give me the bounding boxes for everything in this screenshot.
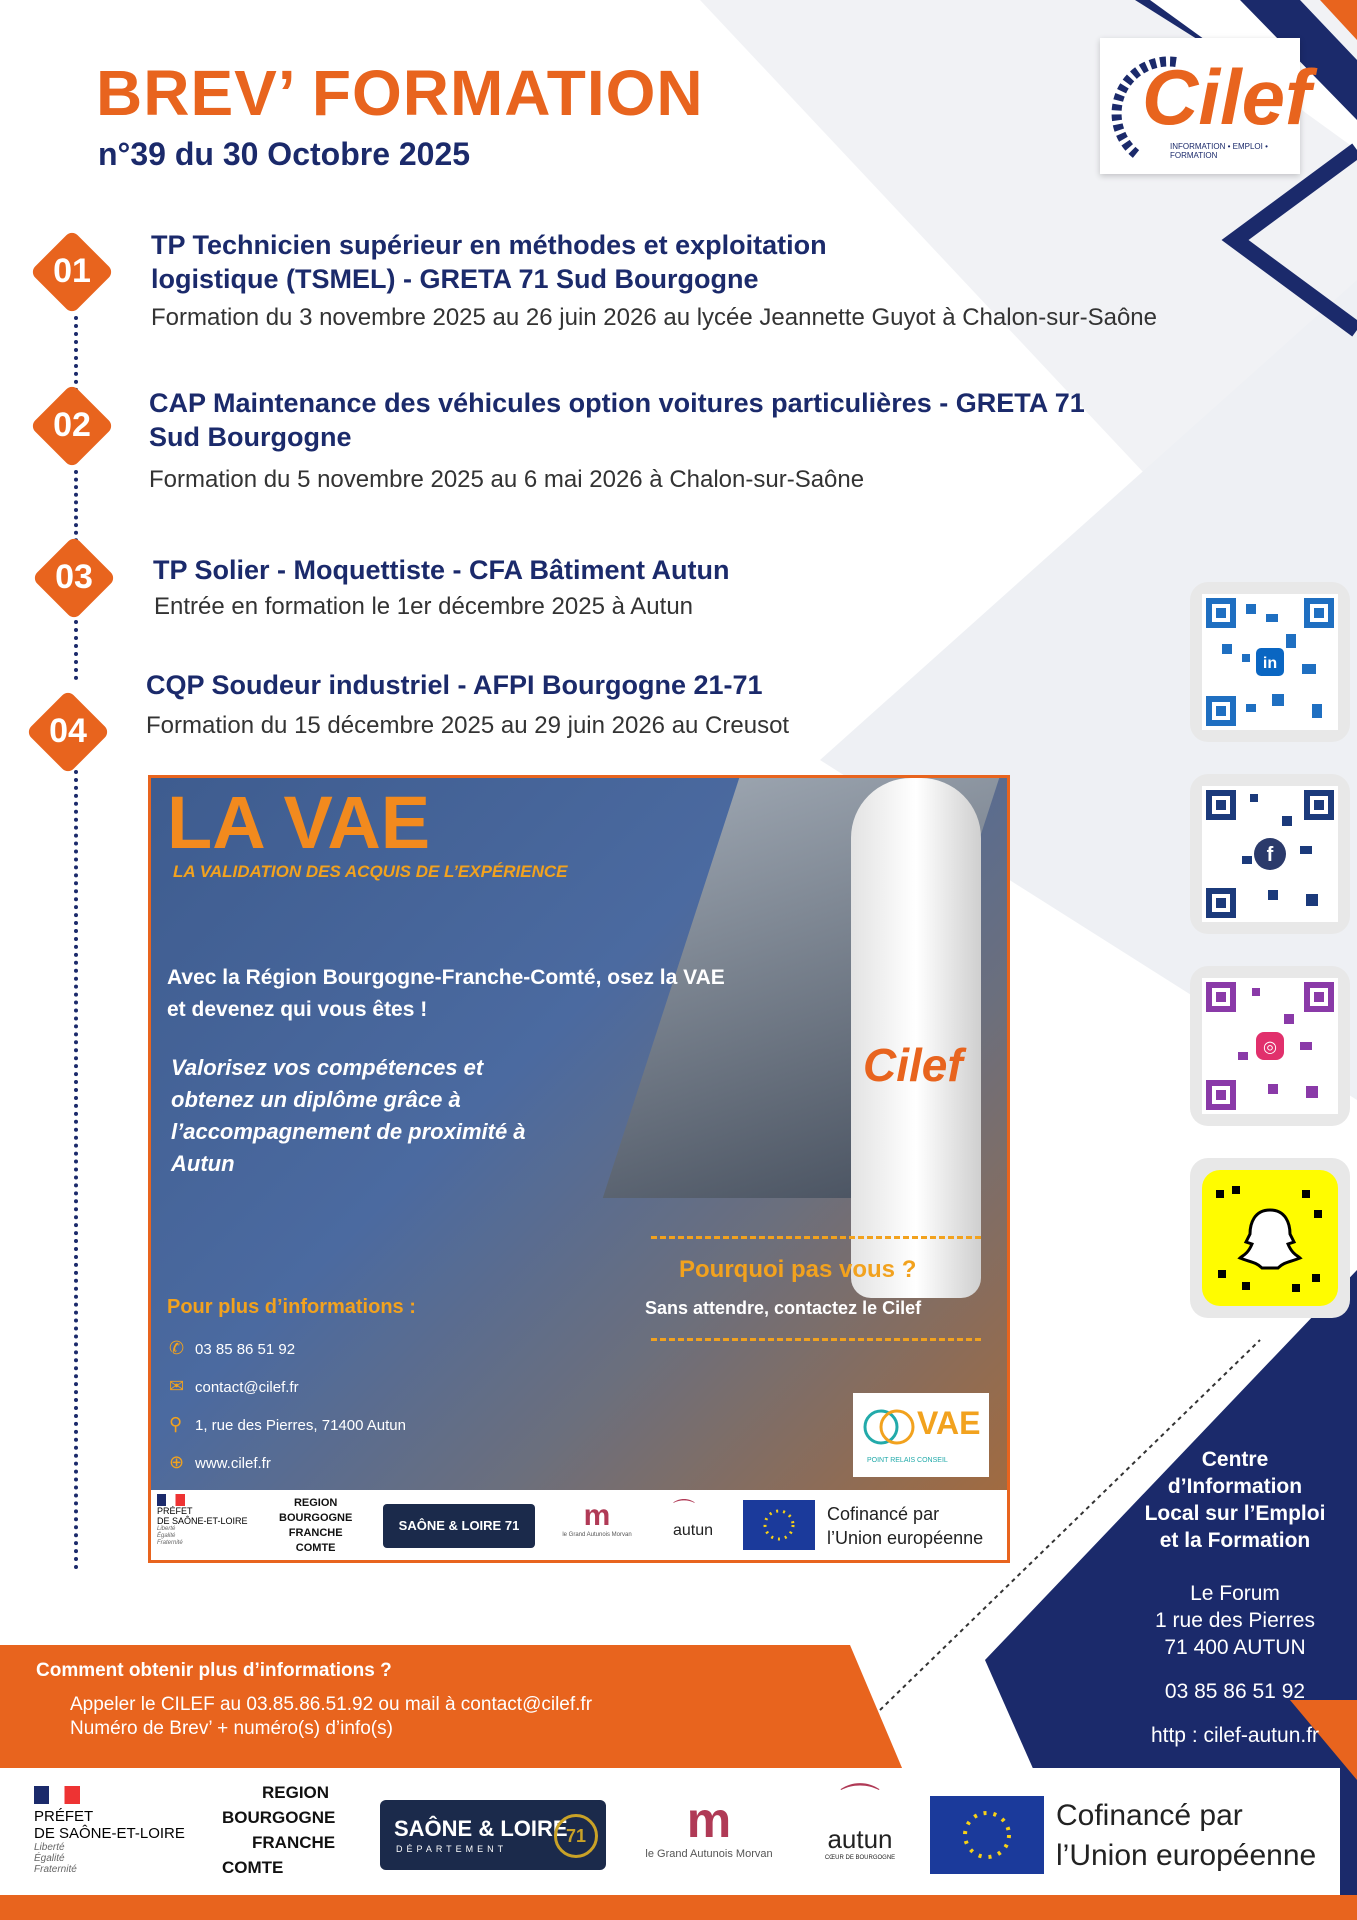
qr-facebook[interactable]: [1190, 774, 1350, 934]
vae-cta: Sans attendre, contactez le Cilef: [645, 1298, 922, 1318]
footer-strip: [0, 1895, 1357, 1920]
item-title: TP Solier - Moquettiste - CFA Bâtiment Autun: [153, 555, 730, 585]
item-badge-03: 03: [32, 536, 116, 620]
vae-intro: Avec la Région Bourgogne-Franche-Comté, osez la VAE et devenez qui vous êtes !: [167, 966, 725, 1021]
eu-flag-logo: [930, 1796, 1044, 1879]
sidebar-phone[interactable]: 03 85 86 51 92: [1164, 1680, 1306, 1703]
qr-instagram[interactable]: [1190, 966, 1350, 1126]
eu-flag-icon: [930, 1796, 1044, 1874]
vae-eu-logo: [743, 1500, 815, 1555]
qr-linkedin[interactable]: [1190, 582, 1350, 742]
globe-icon: ⊕: [169, 1452, 185, 1472]
saone-loire-logo: SAÔNE & LOIRE DÉPARTEMENT 71: [380, 1800, 606, 1870]
vae-more-info: Pour plus d’informations :: [167, 1296, 416, 1318]
sidebar-address: Le Forum 1 rue des Pierres 71 400 AUTUN: [1155, 1582, 1315, 1659]
item-title: CQP Soudeur industriel - AFPI Bourgogne 21-71: [146, 670, 763, 700]
qr-code-icon: [1202, 978, 1338, 1114]
item-desc: Formation du 3 novembre 2025 au 26 juin 2026 au lycée Jeannette Guyot à Chalon-sur-Saône: [151, 304, 1157, 331]
vae-divider: [651, 1236, 981, 1239]
qr-code-icon: [1202, 594, 1338, 730]
item-desc: Formation du 5 novembre 2025 au 6 mai 2026 à Chalon-sur-Saône: [149, 466, 865, 493]
more-info-line: Appeler le CILEF au 03.85.86.51.92 ou mail à contact@cilef.fr: [70, 1694, 593, 1715]
vae-grand-autunois-logo: m le Grand Autunois Morvan: [562, 1499, 632, 1538]
prefet-logo: PRÉFET DE SAÔNE-ET-LOIRE Liberté Égalité Fraternité: [34, 1786, 185, 1875]
location-icon: ⚲: [169, 1414, 183, 1434]
qr-snapchat[interactable]: [1190, 1158, 1350, 1318]
vae-partner-strip: [151, 1490, 1007, 1562]
eu-flag-icon: [743, 1500, 815, 1550]
item-badge-02: 02: [30, 384, 114, 468]
vae-badge: VAE POINT RELAIS CONSEIL: [853, 1393, 989, 1477]
heads-icon: [861, 1403, 917, 1453]
grand-autunois-logo: m le Grand Autunois Morvan: [645, 1792, 773, 1860]
item-badge-01: 01: [30, 230, 114, 314]
vae-region-logo: REGION BOURGOGNE FRANCHE COMTE: [279, 1497, 353, 1554]
item-title: CAP Maintenance des véhicules option voitures particulières - GRETA 71 Sud Bourgogne: [149, 388, 1085, 452]
bottle-logo: Cilef: [863, 1039, 963, 1091]
eu-cofinance-text: Cofinancé par l’Union européenne: [1056, 1799, 1317, 1872]
vae-divider: [651, 1338, 981, 1341]
vae-address: ⚲ 1, rue des Pierres, 71400 Autun: [169, 1414, 406, 1434]
vae-email[interactable]: ✉ contact@cilef.fr: [169, 1376, 299, 1396]
vae-subtitle: LA VALIDATION DES ACQUIS DE L’EXPÉRIENCE: [173, 862, 568, 881]
vae-autun-logo: ⌒ autun: [673, 1498, 714, 1539]
cilef-logo[interactable]: [1100, 38, 1312, 174]
timeline-dots: [74, 620, 78, 680]
sidebar-website[interactable]: http : cilef-autun.fr: [1150, 1724, 1320, 1747]
autun-logo: ⌒ autun CŒUR DE BOURGOGNE: [824, 1782, 896, 1861]
item-title: TP Technicien supérieur en méthodes et exploitation logistique (TSMEL) - GRETA 71 Sud Bourgogne: [151, 230, 827, 294]
logo-tagline: INFORMATION • EMPLOI • FORMATION: [1170, 142, 1268, 160]
region-logo: REGION BOURGOGNE FRANCHE COMTE: [222, 1783, 336, 1877]
phone-icon: ✆: [169, 1338, 185, 1358]
item-badge-04: 04: [26, 690, 110, 774]
timeline-dots: [74, 770, 78, 1570]
issue-subtitle: n°39 du 30 Octobre 2025: [98, 136, 471, 172]
vae-phone[interactable]: ✆ 03 85 86 51 92: [169, 1338, 296, 1358]
qr-code-icon: [1202, 1170, 1338, 1306]
vae-saone-logo: SAÔNE & LOIRE 71: [383, 1504, 535, 1548]
logo-text: Cilef: [1142, 53, 1312, 141]
svg-text:in: in: [1262, 655, 1278, 672]
svg-text:f: f: [1266, 844, 1274, 866]
item-desc: Formation du 15 décembre 2025 au 29 juin 2026 au Creusot: [146, 712, 790, 739]
vae-prefet-logo: PRÉFET DE SAÔNE-ET-LOIRE Liberté Égalité Fraternité: [157, 1494, 248, 1547]
page-title: BREV’ FORMATION: [96, 57, 704, 129]
more-info-line: Numéro de Brev’ + numéro(s) d’info(s): [70, 1718, 393, 1739]
vae-website[interactable]: ⊕ www.cilef.fr: [169, 1452, 271, 1472]
vae-pitch: Valorisez vos compétences et obtenez un diplôme grâce à l’accompagnement de proximité à Autun: [171, 1055, 526, 1176]
vae-title: LA VAE: [167, 781, 431, 864]
vae-poster[interactable]: [148, 775, 1010, 1563]
svg-text:◎: ◎: [1263, 1037, 1277, 1056]
vae-eu-text: Cofinancé par l’Union européenne: [827, 1504, 984, 1548]
qr-code-icon: [1202, 786, 1338, 922]
sidebar-title: Centre d’Information Local sur l’Emploi et la Formation: [1144, 1448, 1326, 1552]
vae-why: Pourquoi pas vous ?: [679, 1256, 917, 1283]
mail-icon: ✉: [169, 1376, 185, 1396]
more-info-question: Comment obtenir plus d’informations ?: [36, 1660, 392, 1681]
item-desc: Entrée en formation le 1er décembre 2025 à Autun: [154, 593, 694, 620]
